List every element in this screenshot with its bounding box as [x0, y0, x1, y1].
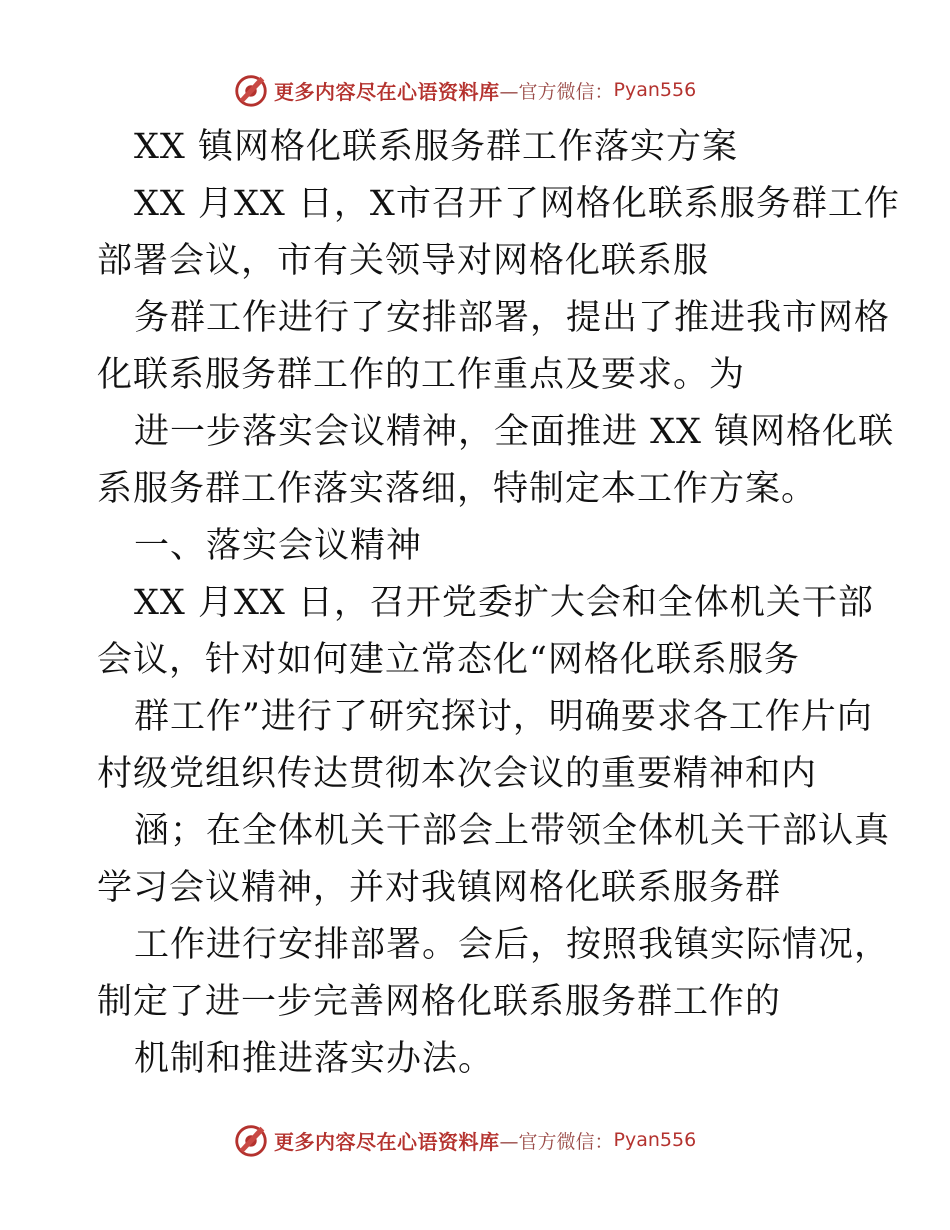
paragraph-line: 机制和推进落实办法。	[134, 1039, 495, 1079]
watermark-wechat-id: Pyan556	[613, 79, 697, 101]
paragraph-line: 工作进行安排部署。会后，按照我镇实际情况，	[134, 925, 891, 965]
paragraph-line: 部署会议，市有关领导对网格化联系服	[97, 241, 710, 281]
watermark-text: 更多内容尽在心语资料库	[274, 79, 500, 104]
paragraph-line: 进一步落实会议精神，全面推进 XX 镇网格化联	[134, 412, 895, 452]
paragraph-line: 务群工作进行了安排部署，提出了推进我市网格	[134, 298, 891, 338]
paragraph-line: 村级党组织传达贯彻本次会议的重要精神和内	[97, 754, 818, 794]
paragraph-line: 化联系服务群工作的工作重点及要求。为	[97, 355, 746, 395]
paragraph-line: 涵；在全体机关干部会上带领全体机关干部认真	[134, 811, 891, 851]
section-heading: 一、落实会议精神	[134, 526, 423, 566]
paragraph-line: 制定了进一步完善网格化联系服务群工作的	[97, 982, 782, 1022]
footer-watermark	[232, 1120, 696, 1160]
watermark-wechat-id: Pyan556	[613, 1129, 697, 1151]
paragraph-line: XX 月XX 日，召开党委扩大会和全体机关干部	[134, 583, 874, 623]
header-watermark	[232, 70, 696, 110]
watermark-separator: —官方微信：	[499, 1130, 614, 1153]
watermark-separator: —官方微信：	[499, 80, 614, 103]
brand-logo-icon	[232, 71, 270, 109]
document-title: XX 镇网格化联系服务群工作落实方案	[134, 127, 738, 167]
paragraph-line: 群工作”进行了研究探讨，明确要求各工作片向	[134, 697, 873, 737]
paragraph-line: 学习会议精神，并对我镇网格化联系服务群	[97, 868, 782, 908]
paragraph-line: 会议，针对如何建立常态化“网格化联系服务	[97, 640, 800, 680]
paragraph-line: 系服务群工作落实落细，特制定本工作方案。	[97, 469, 818, 509]
paragraph-line: XX 月XX 日，X市召开了网格化联系服务群工作	[134, 184, 900, 224]
watermark-text: 更多内容尽在心语资料库	[274, 1129, 500, 1154]
brand-logo-icon	[232, 1121, 270, 1159]
